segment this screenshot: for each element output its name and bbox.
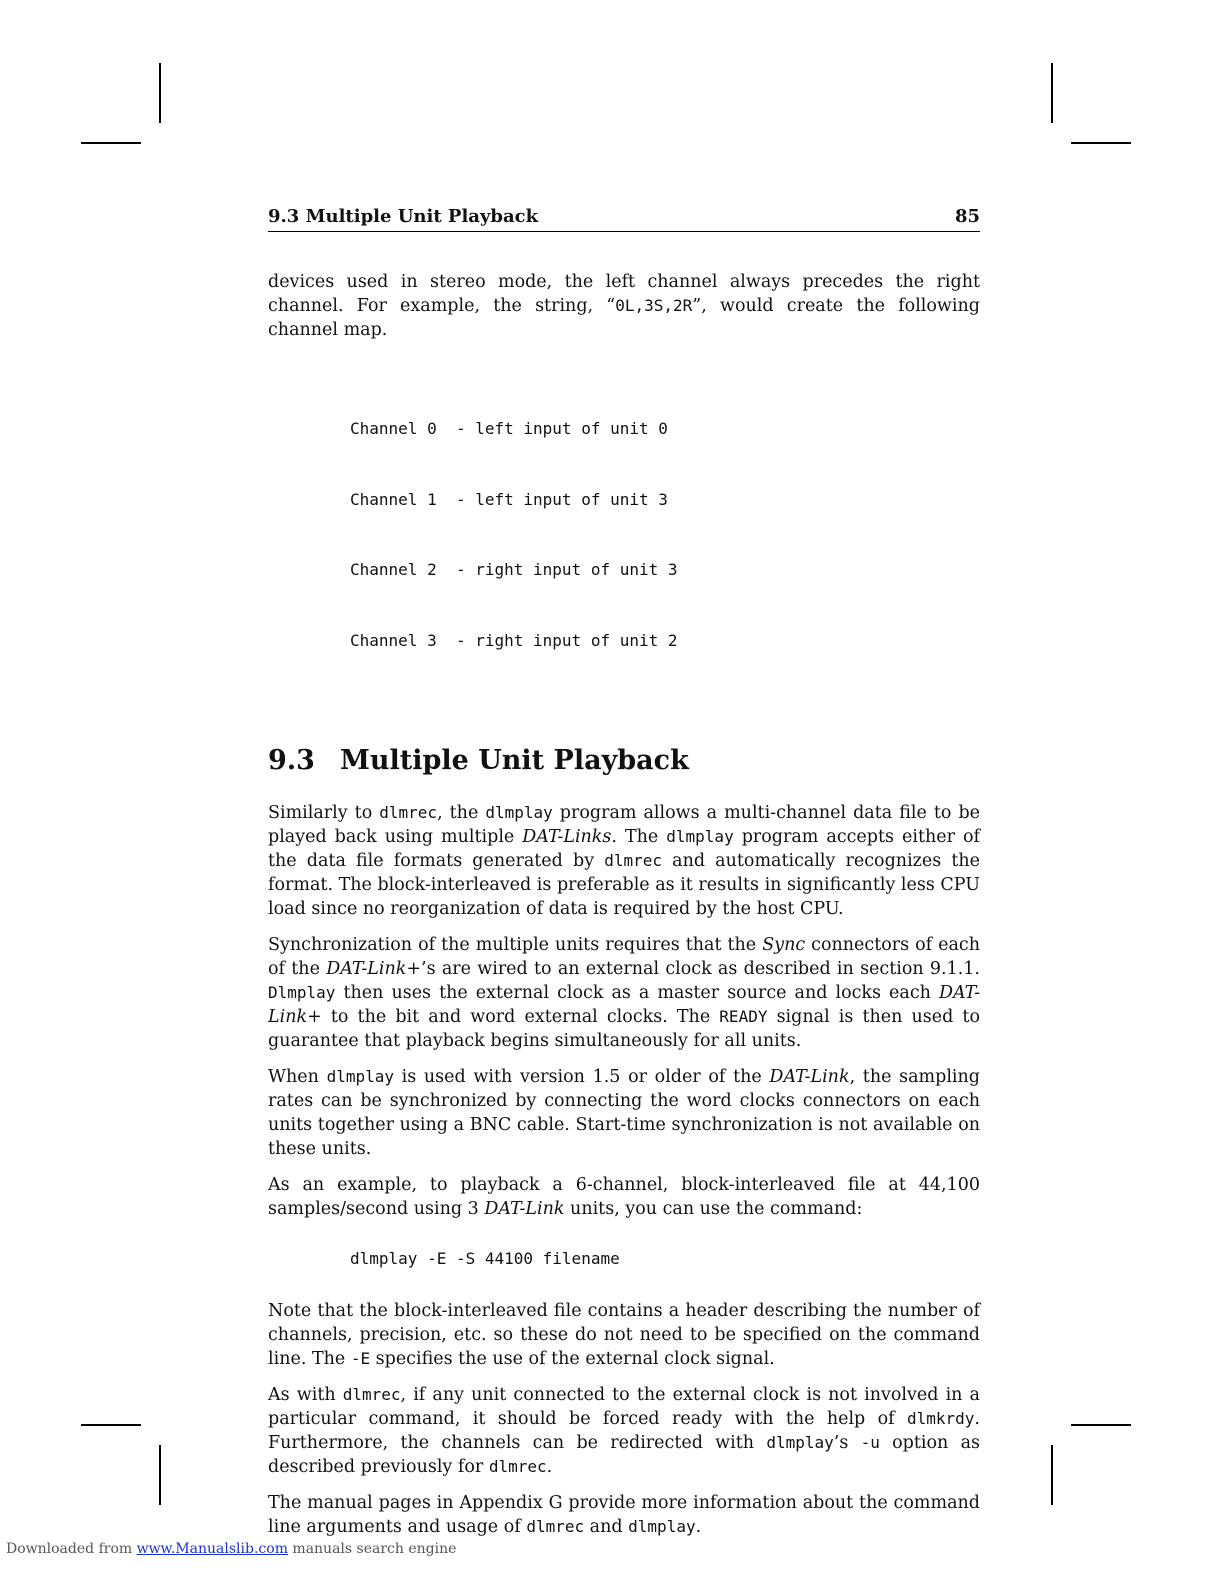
crop-mark [81, 142, 141, 144]
download-footer [6, 1541, 456, 1557]
channel-map-line: Channel 1 - left input of unit 3 [350, 489, 668, 509]
footer-suffix: manuals search engine [287, 1541, 457, 1557]
paragraph: When dlmplay is used with version 1.5 or older of the DAT-Link, the sampling rates can be synchronized by connecting the word clocks connectors on each units together using a BNC cable. Start-time synchronization is not available on these units. [268, 1067, 980, 1159]
running-header [268, 205, 980, 232]
paragraph: Note that the block-interleaved file contains a header describing the number of channels, precision, etc. so these do not need to be specified on the command line. The -E specifies the use of the external clock signal. [268, 1300, 980, 1369]
channel-map-line: Channel 0 - left input of unit 0 [350, 419, 668, 438]
header-title: 9.3 Multiple Unit Playback [268, 206, 539, 227]
channel-map-line: Channel 3 - right input of unit 2 [350, 630, 678, 650]
paragraph: Synchronization of the multiple units requires that the Sync connectors of each of the DAT-Link+’s are wired to an external clock as described in section 9.1.1. Dlmplay then uses the external clock as a master source and locks each DAT-Link+ to the bit and word external clocks. The READY signal is then used to guarantee that playback begins simultaneously for all units. [268, 935, 981, 1051]
section-number: 9.3 [268, 745, 315, 776]
crop-mark [1071, 1424, 1131, 1426]
section-heading [268, 745, 980, 776]
channel-map-line: Channel 2 - right input of unit 3 [350, 560, 678, 579]
crop-mark [159, 1445, 161, 1505]
manualslib-link[interactable]: www.Manualslib.com [136, 1541, 288, 1557]
crop-mark [159, 63, 161, 123]
paragraph: Similarly to dlmrec, the dlmplay program allows a multi-channel data file to be played back using multiple DAT-Links. The dlmplay program accepts either of the data file formats generated by dlmrec and automatically recognizes the format. The block-interleaved is preferable as it results in significantly less CPU load since no reorganization of data is required by the host CPU. [268, 803, 981, 919]
command-example: dlmplay -E -S 44100 filename [350, 1249, 620, 1268]
channel-map [350, 370, 980, 699]
footer-prefix: Downloaded from [6, 1541, 137, 1557]
crop-mark [81, 1424, 141, 1426]
crop-mark [1051, 1445, 1053, 1505]
paragraph: As with dlmrec, if any unit connected to the external clock is not involved in a particular command, it should be forced ready with the help of dlmkrdy. Furthermore, the channels can be redirected with dlmplay’s -u option as described previously for dlmrec. [268, 1384, 981, 1477]
paragraph: As an example, to playback a 6-channel, block-interleaved file at 44,100 samples/second using 3 DAT-Link units, you can use the command: [268, 1175, 980, 1219]
crop-mark [1071, 142, 1131, 144]
paragraph: The manual pages in Appendix G provide more information about the command line arguments and usage of dlmrec and dlmplay. [268, 1492, 980, 1537]
page-number: 85 [954, 206, 980, 227]
crop-mark [1051, 63, 1053, 123]
page-body [268, 205, 980, 1551]
intro-paragraph: devices used in stereo mode, the left channel always precedes the right channel. For example, the string, “0L,3S,2R”, would create the following channel map. [268, 272, 980, 340]
section-title: Multiple Unit Playback [340, 745, 689, 776]
